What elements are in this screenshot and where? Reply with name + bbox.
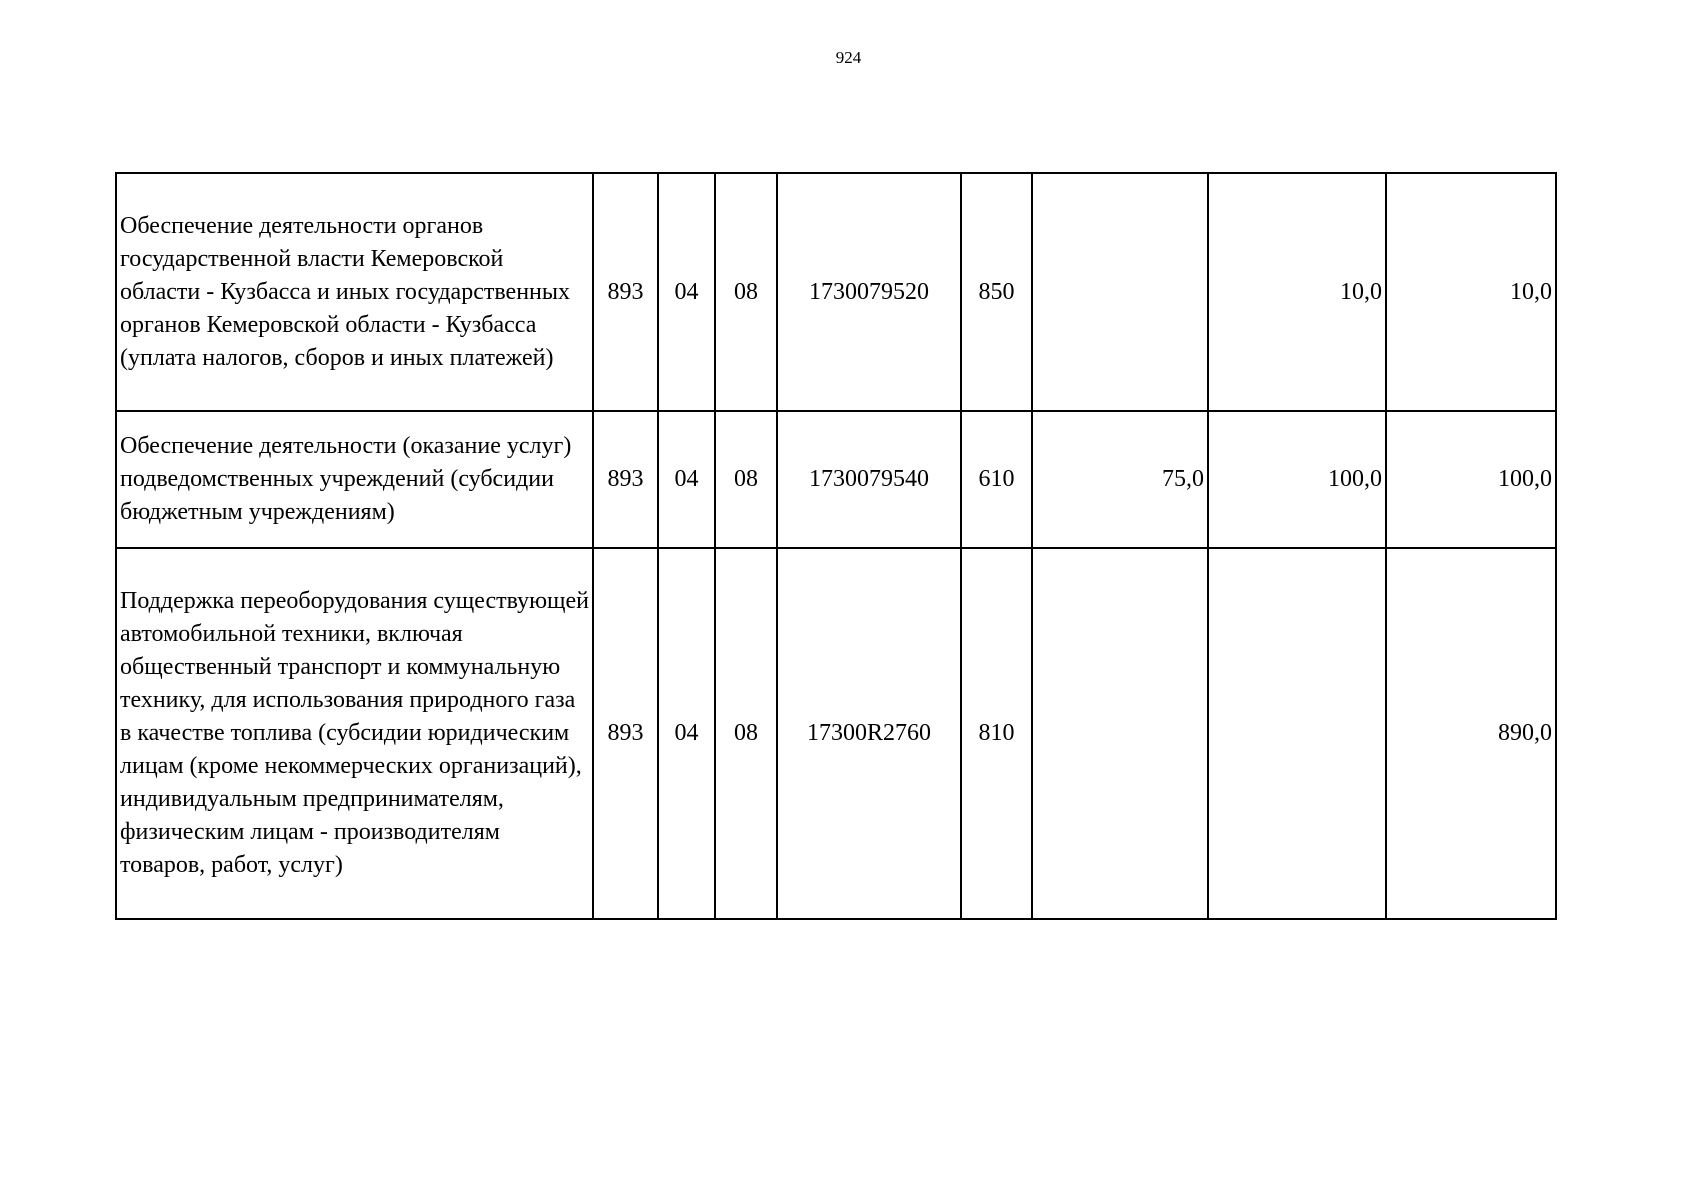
subsection-code-cell: 08 <box>715 548 777 919</box>
ministry-code-cell: 893 <box>593 548 658 919</box>
amount-1-cell <box>1032 173 1208 411</box>
row-name-cell: Обеспечение деятельности органов государственной власти Кемеровской области - Кузбасса и иных государственных органов Кемеровской области - Кузбасса (уплата налогов, сборов и иных платежей) <box>116 173 593 411</box>
amount-3-cell: 10,0 <box>1386 173 1556 411</box>
section-code-cell: 04 <box>658 173 715 411</box>
table-row <box>116 411 1556 548</box>
amount-2-cell: 100,0 <box>1208 411 1386 548</box>
ministry-code-cell: 893 <box>593 411 658 548</box>
target-article-cell: 1730079540 <box>777 411 961 548</box>
expense-type-cell: 810 <box>961 548 1032 919</box>
section-code-cell: 04 <box>658 411 715 548</box>
budget-table <box>115 172 1557 920</box>
amount-1-cell: 75,0 <box>1032 411 1208 548</box>
target-article-cell: 1730079520 <box>777 173 961 411</box>
subsection-code-cell: 08 <box>715 411 777 548</box>
amount-2-cell: 10,0 <box>1208 173 1386 411</box>
amount-1-cell <box>1032 548 1208 919</box>
amount-3-cell: 890,0 <box>1386 548 1556 919</box>
table-row <box>116 548 1556 919</box>
expense-type-cell: 850 <box>961 173 1032 411</box>
page-number: 924 <box>835 48 862 67</box>
section-code-cell: 04 <box>658 548 715 919</box>
amount-2-cell <box>1208 548 1386 919</box>
row-name-cell: Поддержка переоборудования существующей автомобильной техники, включая общественный транспорт и коммунальную технику, для использования природного газа в качестве топлива (субсидии юридическим лицам (кроме некоммерческих организаций), индивидуальным предпринимателям, физическим лицам - производителям товаров, работ, услуг) <box>116 548 593 919</box>
amount-3-cell: 100,0 <box>1386 411 1556 548</box>
ministry-code-cell: 893 <box>593 173 658 411</box>
table-row <box>116 173 1556 411</box>
target-article-cell: 17300R2760 <box>777 548 961 919</box>
row-name-cell: Обеспечение деятельности (оказание услуг) подведомственных учреждений (субсидии бюджетным учреждениям) <box>116 411 593 548</box>
subsection-code-cell: 08 <box>715 173 777 411</box>
expense-type-cell: 610 <box>961 411 1032 548</box>
